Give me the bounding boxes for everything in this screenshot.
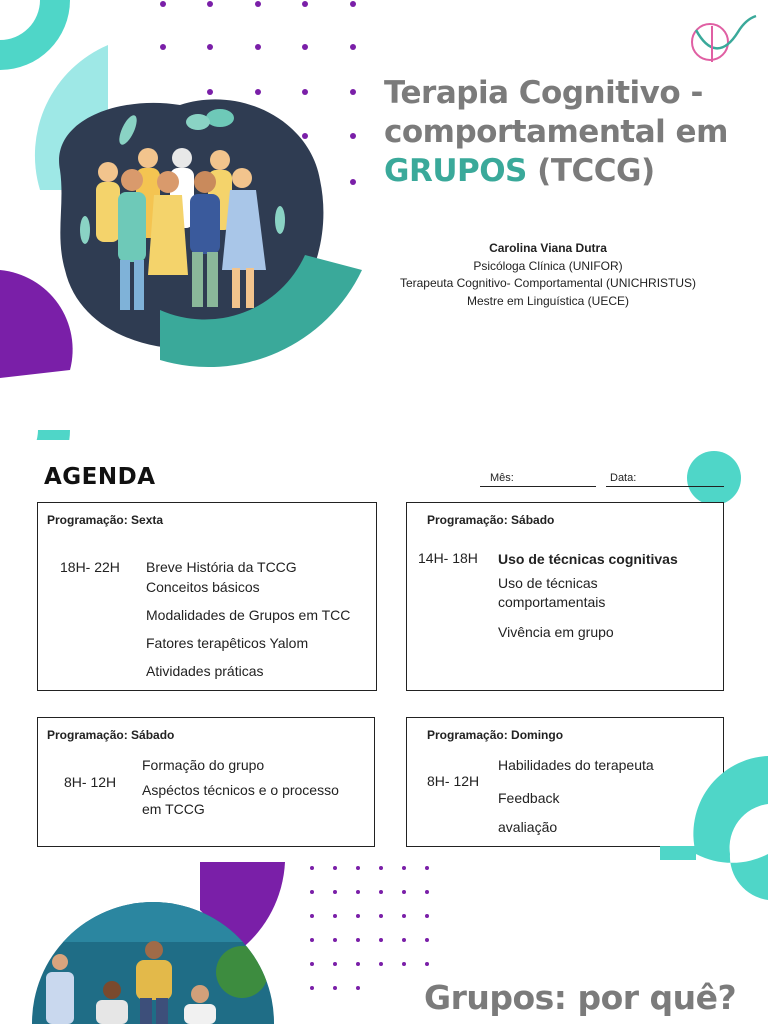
schedule-item: Uso de técnicas <box>498 575 598 591</box>
people-figures <box>96 148 266 310</box>
schedule-item: Formação do grupo <box>142 757 265 773</box>
schedule-item: avaliação <box>498 819 558 835</box>
schedule-item: Atividades práticas <box>146 663 264 679</box>
title-line-2: comportamental em <box>384 114 728 150</box>
agenda-title: AGENDA <box>44 464 156 490</box>
schedule-item: Vivência em grupo <box>498 624 614 640</box>
schedule-box-saturday-afternoon <box>406 502 724 691</box>
schedule-item: Conceitos básicos <box>146 579 260 595</box>
schedule-time: 14H- 18H <box>418 550 478 566</box>
schedule-item: Modalidades de Grupos em TCC <box>146 607 351 623</box>
schedule-item: comportamentais <box>498 594 606 610</box>
schedule-heading: Programação: Sábado <box>427 513 555 527</box>
section-heading-bottom: Grupos: por quê? <box>424 978 737 1017</box>
teal-ring-right <box>693 756 768 854</box>
author-role: Terapeuta Cognitivo- Comportamental (UNICHRISTUS) <box>399 276 697 290</box>
schedule-heading: Programação: Sábado <box>47 728 175 742</box>
schedule-item: Habilidades do terapeuta <box>498 757 654 773</box>
date-field[interactable] <box>606 472 726 488</box>
schedule-item: em TCCG <box>142 801 205 817</box>
purple-arc-left <box>0 270 73 378</box>
title-line-1: Terapia Cognitivo - <box>384 75 703 111</box>
page-title <box>384 74 754 191</box>
schedule-time: 8H- 12H <box>64 774 117 790</box>
logo-mark <box>688 12 758 70</box>
title-rest: (TCCG) <box>526 153 655 189</box>
date-label: Data: <box>610 472 637 484</box>
schedule-item: Feedback <box>498 790 560 806</box>
group-illustration <box>70 100 310 330</box>
schedule-time: 18H- 22H <box>60 559 120 575</box>
schedule-time: 8H- 12H <box>427 773 480 789</box>
schedule-item: Fatores terapêticos Yalom <box>146 635 309 651</box>
title-line-3 <box>384 152 754 191</box>
schedule-item: Breve História da TCCG <box>146 559 297 575</box>
schedule-item: Aspéctos técnicos e o processo <box>142 782 339 798</box>
schedule-heading: Programação: Domingo <box>427 728 564 742</box>
schedule-heading: Programação: Sexta <box>47 513 164 527</box>
schedule-item: Uso de técnicas cognitivas <box>498 551 678 567</box>
month-field[interactable] <box>480 472 598 488</box>
people-photo <box>32 902 274 1024</box>
author-role: Psicóloga Clínica (UNIFOR) <box>473 258 623 273</box>
month-label: Mês: <box>490 472 514 484</box>
schedule-box-friday <box>37 502 377 691</box>
author-info <box>390 240 706 310</box>
author-role: Mestre em Linguística (UECE) <box>466 293 630 308</box>
title-accent: GRUPOS <box>384 153 527 189</box>
author-name: Carolina Viana Dutra <box>489 241 607 255</box>
